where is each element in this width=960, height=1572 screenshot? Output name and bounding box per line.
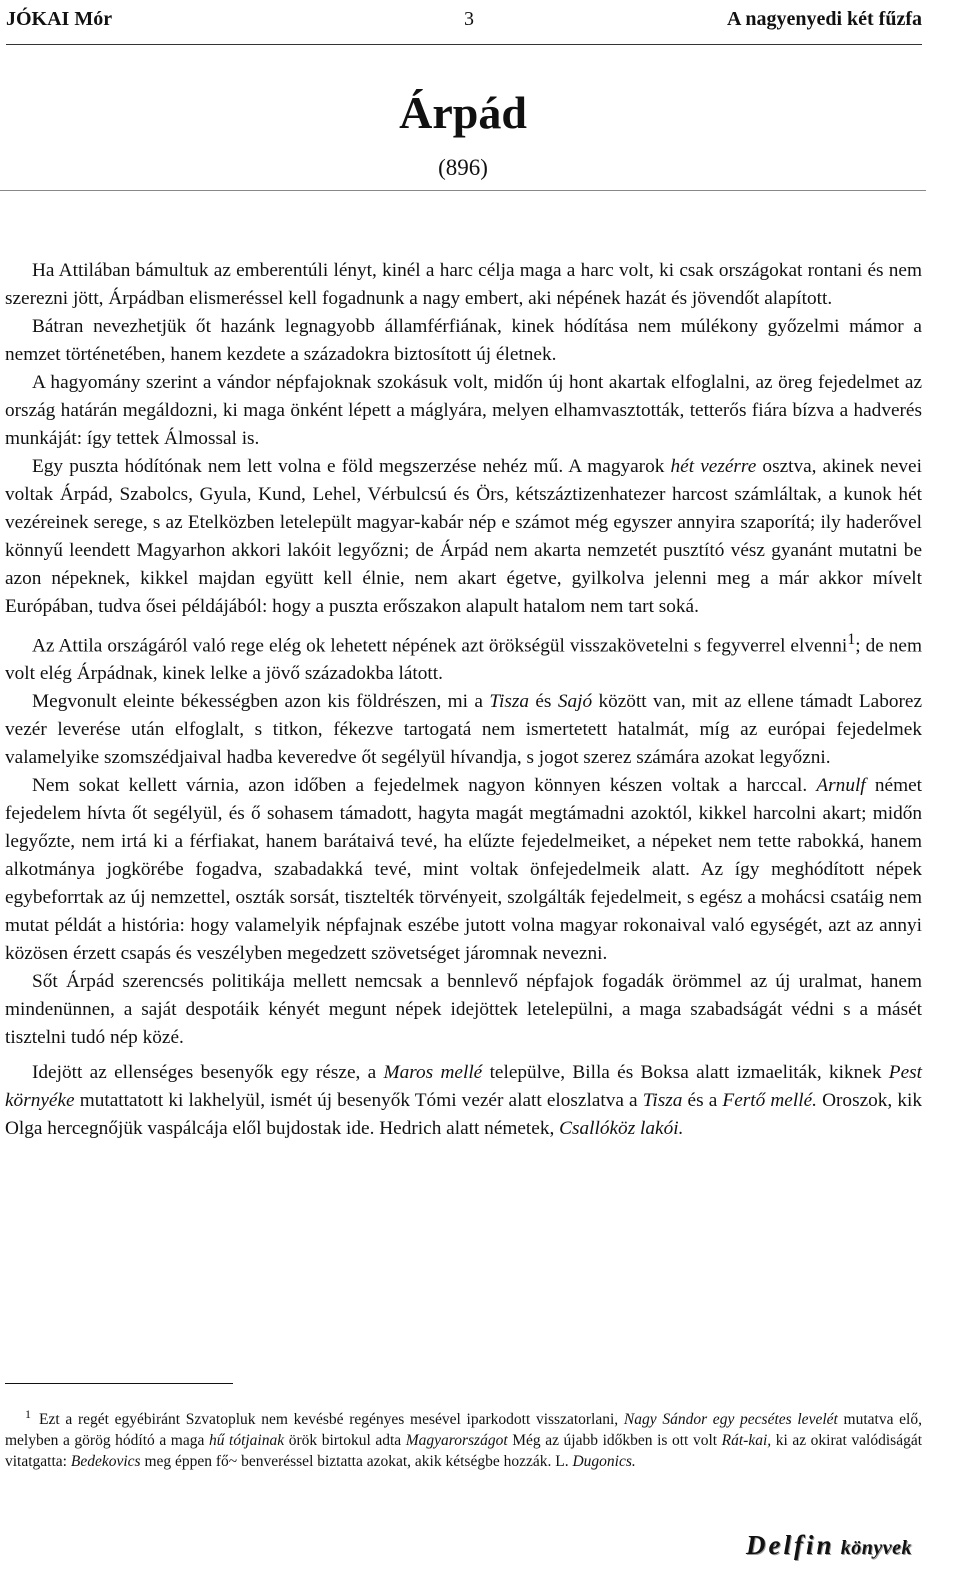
- paragraph: [5, 688, 922, 772]
- italic-text: Rát-kai,: [721, 1432, 772, 1449]
- chapter-body: [5, 257, 922, 1143]
- italic-text: Dugonics.: [572, 1453, 636, 1470]
- book-title: A nagyenyedi két fűzfa: [727, 8, 922, 30]
- text-run: meg éppen fő~ benveréssel biztatta azokat, akik kétségbe hozzák. L.: [140, 1453, 573, 1470]
- text-run: között van, mit az ellene támadt Laborez vezér leverése után elfoglalt, s titkon, fékezve tartogatá nem ismertetett hatalmát, míg az európai fejedelmek valamelyike szomszédjaival hadba keveredve őt segélyül hívandja, s jogot szerez számára azokat legyőzni.: [5, 691, 923, 769]
- italic-text: hét vezérre: [670, 456, 757, 477]
- paragraph: [5, 968, 922, 1052]
- chapter-year: (896): [438, 155, 488, 180]
- page-header: [6, 0, 922, 45]
- paragraph: [5, 453, 922, 621]
- italic-text: Tisza: [642, 1090, 683, 1112]
- paragraph: [5, 626, 922, 688]
- text-run: Az Attila országáról való rege elég ok lehetett népének azt örökségül visszakövetelni s fegyverrel elvenni: [32, 635, 848, 657]
- italic-text: Csallóköz lakói.: [559, 1118, 684, 1140]
- italic-text: hű tótjainak: [208, 1432, 285, 1449]
- paragraph: [5, 257, 922, 313]
- brand-name: Delfin: [745, 1530, 835, 1560]
- italic-text: Sajó: [557, 691, 593, 713]
- footnote: [5, 1404, 922, 1472]
- text-run: mutattatott ki lakhelyül, ismét új besenyők Tómi vezér alatt eloszlatva a: [74, 1090, 643, 1112]
- italic-text: Magyarországot: [405, 1432, 508, 1449]
- text-run: örök birtokul adta: [284, 1432, 406, 1449]
- italic-text: Pest környéke: [5, 1062, 922, 1112]
- italic-text: Bedekovics: [70, 1453, 141, 1470]
- text-run: Sőt Árpád szerencsés politikája mellett nemcsak a bennlevő népfajok fogadák örömmel az új uralmat, hanem mindenünnen, a saját despotáik kényét megunt népek idejöttek letelepülni, a maga szabadságát védni s a másét tisztelni tudó nép közé.: [5, 971, 922, 1049]
- text-run: és a: [682, 1090, 723, 1112]
- text-run: Nem sokat kellett várnia, azon időben a fejedelmek nagyon könnyen készen voltak a harccal.: [32, 775, 817, 797]
- text-run: osztva, akinek nevei voltak Árpád, Szabolcs, Gyula, Kund, Lehel, Vérbulcsú és Örs, kétszáztizenhatezer harcost számláltak, a kunok hét vezéreinek serege, s az Etelközben letelepült magyar-kabár nép e számot még egyszer annyira szaporítá; ily haderővel könnyű leendett Magyarhon akkori lakóit legyőzni; de Árpád nem akarta nemzetét pusztító vész gyanánt mutatni be azon népeknek, kikkel majdan együtt kell élnie, nem akart égetve, gyilkolva jelenni meg a már akkor mívelt Európában, tudva ősei példájából: hogy a puszta erőszakon alapult hatalom nem tart soká.: [5, 456, 922, 617]
- brand-suffix: könyvek: [840, 1537, 912, 1559]
- italic-text: Arnulf: [816, 775, 866, 797]
- footnote-divider: [5, 1383, 233, 1384]
- text-run: települve, Billa és Boksa alatt izmaeliták, kiknek: [482, 1062, 889, 1084]
- italic-text: Tisza: [489, 691, 529, 713]
- text-run: Ha Attilában bámultuk az emberentúli lényt, kinél a harc célja maga a harc volt, ki csak országokat rontani és nem szerezni jött, Árpádban elismeréssel kell fogadnunk a nagy embert, aki népének hazát és jövendőt alapított.: [5, 260, 922, 309]
- paragraph: [5, 772, 922, 968]
- page-number: 3: [464, 8, 474, 30]
- footnote-reference: 1: [847, 631, 856, 648]
- paragraph: [5, 369, 922, 453]
- text-run: ki az okirat valódiságát vitatgatta:: [5, 1432, 923, 1470]
- text-run: ; de nem volt elég Árpádnak, kinek lelke a jövő századokba látott.: [5, 635, 922, 685]
- publisher-logo: [746, 1530, 912, 1561]
- text-run: Még az újabb időkben is ott volt: [507, 1432, 722, 1449]
- italic-text: Nagy Sándor egy pecsétes levelét: [623, 1411, 838, 1428]
- italic-text: Maros mellé: [383, 1062, 483, 1084]
- author-name: JÓKAI Mór: [6, 8, 113, 30]
- footnote-text: [5, 1411, 922, 1470]
- italic-text: Fertő mellé.: [722, 1090, 817, 1112]
- chapter-title: Árpád: [399, 87, 527, 138]
- paragraph: [5, 1059, 922, 1143]
- text-run: Egy puszta hódítónak nem lett volna e föld megszerzése nehéz mű. A magyarok: [32, 456, 671, 477]
- text-run: német fejedelem hívta őt segélyül, és ő sohasem támadott, hagyta magát megtámadni azoktól, kikkel harcolni akart; midőn legyőzte, nem irtá ki a férfiakat, hanem barátaivá tevé, ha elűzte fejedelmeiket, a népeket nem tette rabokká, hanem alkotmánya jogkörébe fogadva, szabadakká tevé, mint voltak önfejedelmeik alatt. Az így meghódított népek egybeforrtak az új nemzettel, oszták sorsát, tisztelték törvényeit, szolgálták fejedelmeit, s egész a mohácsi csatáig nem mutat példát a história: hogy valamelyik népfajnak eszébe jutott volna magyar rokonaival való egységét, azt az annyi közösen érzett csapás és veszélyben megedzett szövetséget járomnak nevezni.: [5, 775, 923, 965]
- title-divider: [0, 190, 926, 191]
- text-run: A hagyomány szerint a vándor népfajoknak szokásuk volt, midőn új hont akartak elfoglalni, az öreg fejedelmet az ország határán megáldozni, ki maga önként lépett a máglyára, melyen elhamvasztották, tetterős fiára bízva a hadverés munkáját: így tettek Álmossal is.: [5, 372, 922, 449]
- text-run: Megvonult eleinte békességben azon kis földrészen, mi a: [32, 691, 490, 713]
- text-run: Oroszok, kik Olga hercegnőjük vaspálcája elől bujdostak ide. Hedrich alatt németek,: [5, 1090, 923, 1140]
- text-run: Idejött az ellenséges besenyők egy része, a: [32, 1062, 384, 1084]
- paragraph: [5, 313, 922, 369]
- text-run: és: [529, 691, 558, 713]
- text-run: Bátran nevezhetjük őt hazánk legnagyobb államférfiának, kinek hódítása nem múlékony győzelmi mámor a nemzet történetében, hanem kezdete a századokra biztosított új életnek.: [5, 316, 922, 365]
- text-run: mutatva elő, melyben a görög hódító a maga: [5, 1411, 922, 1449]
- text-run: Ezt a regét egyébiránt Szvatopluk nem kevésbé regényes mesével iparkodott visszatorlani,: [39, 1411, 624, 1428]
- footnote-marker: 1: [25, 1407, 31, 1421]
